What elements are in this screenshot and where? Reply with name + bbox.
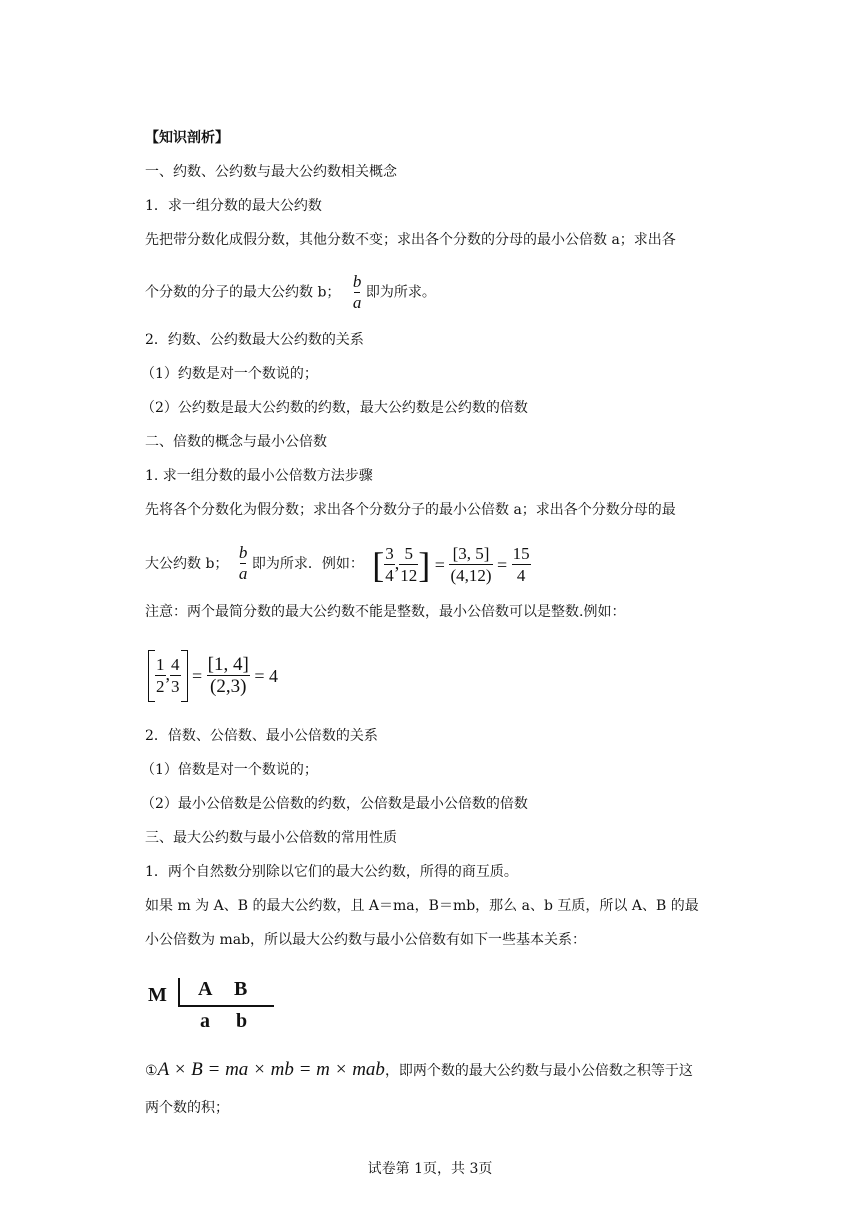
diagram-a-lower: a: [200, 1010, 210, 1032]
s1-item2-point1: （1）约数是对一个数说的；: [141, 366, 318, 382]
fraction-b-over-a: [239, 543, 248, 584]
page-footer: 试卷第 1页，共 3页: [367, 1161, 493, 1177]
s2-item1-line2-text: 大公约数 b；: [145, 555, 229, 572]
s2-item2-point2: （2）最小公倍数是公倍数的约数，公倍数是最小公倍数的倍数: [141, 796, 528, 812]
circled-number-1: ①: [145, 1063, 158, 1079]
s2-item1-line1: 先将各个分数化为假分数；求出各个分数分子的最小公倍数 a；求出各个分数分母的最: [145, 502, 676, 518]
s3-formula-line2: 两个数的积；: [145, 1100, 229, 1116]
section-3-title: 三、最大公约数与最小公倍数的常用性质: [145, 830, 397, 846]
s2-item1-line2-tail: 即为所求．例如：: [251, 555, 364, 572]
s2-item1-line2: [145, 540, 531, 588]
example-1-formula: [ $\frac{3}{4}$ , $\frac{5}{12}$ ] = $\frac{[3, 5]}{(4,12)}$ = $\frac{15}{4}$: [372, 544, 530, 586]
s3-para-line1: 如果 m 为 A、B 的最大公约数，且 A＝ma，B＝mb，那么 a、b 互质，所以 A、B 的最: [145, 898, 699, 914]
s3-formula-line: [145, 1058, 693, 1083]
diagram-b-upper: B: [234, 978, 248, 1000]
section-2-title: 二、倍数的概念与最小公倍数: [145, 434, 327, 450]
s3-para-line2: 小公倍数为 mab，所以最大公约数与最小公倍数有如下一些基本关系：: [145, 932, 587, 948]
diagram-b-lower: b: [236, 1010, 248, 1032]
s2-item2-title: 2．倍数、公倍数、最小公倍数的关系: [145, 728, 378, 744]
s2-item2-point1: （1）倍数是对一个数说的；: [141, 762, 318, 778]
s1-item1-line2-text: 个分数的分子的最大公约数 b；: [145, 284, 341, 301]
s1-item1-title: 1．求一组分数的最大公约数: [145, 198, 322, 214]
s1-item1-line2: [145, 272, 436, 313]
product-formula: A × B = ma × mb = m × mab: [157, 1059, 385, 1080]
s3-item1: 1．两个自然数分别除以它们的最大公约数，所得的商互质。: [145, 864, 518, 880]
s1-item2-title: 2．约数、公约数最大公约数的关系: [145, 332, 364, 348]
formula-tail: ，即两个数的最大公约数与最小公倍数之积等于这: [384, 1063, 693, 1079]
fraction-denominator: a: [238, 564, 248, 584]
s1-item1-line1: 先把带分数化成假分数，其他分数不变；求出各个分数的分母的最小公倍数 a；求出各: [145, 232, 676, 248]
s2-note: 注意：两个最简分数的最大公约数不能是整数，最小公倍数可以是整数.例如：: [145, 604, 626, 620]
s1-item2-point2: （2）公约数是最大公约数的约数，最大公约数是公约数的倍数: [141, 400, 528, 416]
short-division-diagram: [148, 978, 288, 1034]
fraction-denominator: a: [352, 293, 362, 312]
section-1-title: 一、约数、公约数与最大公约数相关概念: [145, 164, 397, 180]
s2-item1-title: 1. 求一组分数的最小公倍数方法步骤: [145, 468, 373, 484]
s1-item1-line2-tail: 即为所求。: [365, 284, 436, 301]
fraction-numerator: b: [238, 543, 248, 563]
example-2-formula: $\frac{1}{2}$ , $\frac{4}{3}$ = $\frac{[1, 4]}{(2,3)}$ = 4: [148, 646, 278, 704]
section-heading: 【知识剖析】: [145, 130, 229, 146]
diagram-divisor: M: [148, 984, 167, 1006]
fraction-numerator: b: [352, 272, 362, 291]
fraction-b-over-a: [353, 272, 362, 313]
diagram-a-upper: A: [198, 978, 213, 1000]
